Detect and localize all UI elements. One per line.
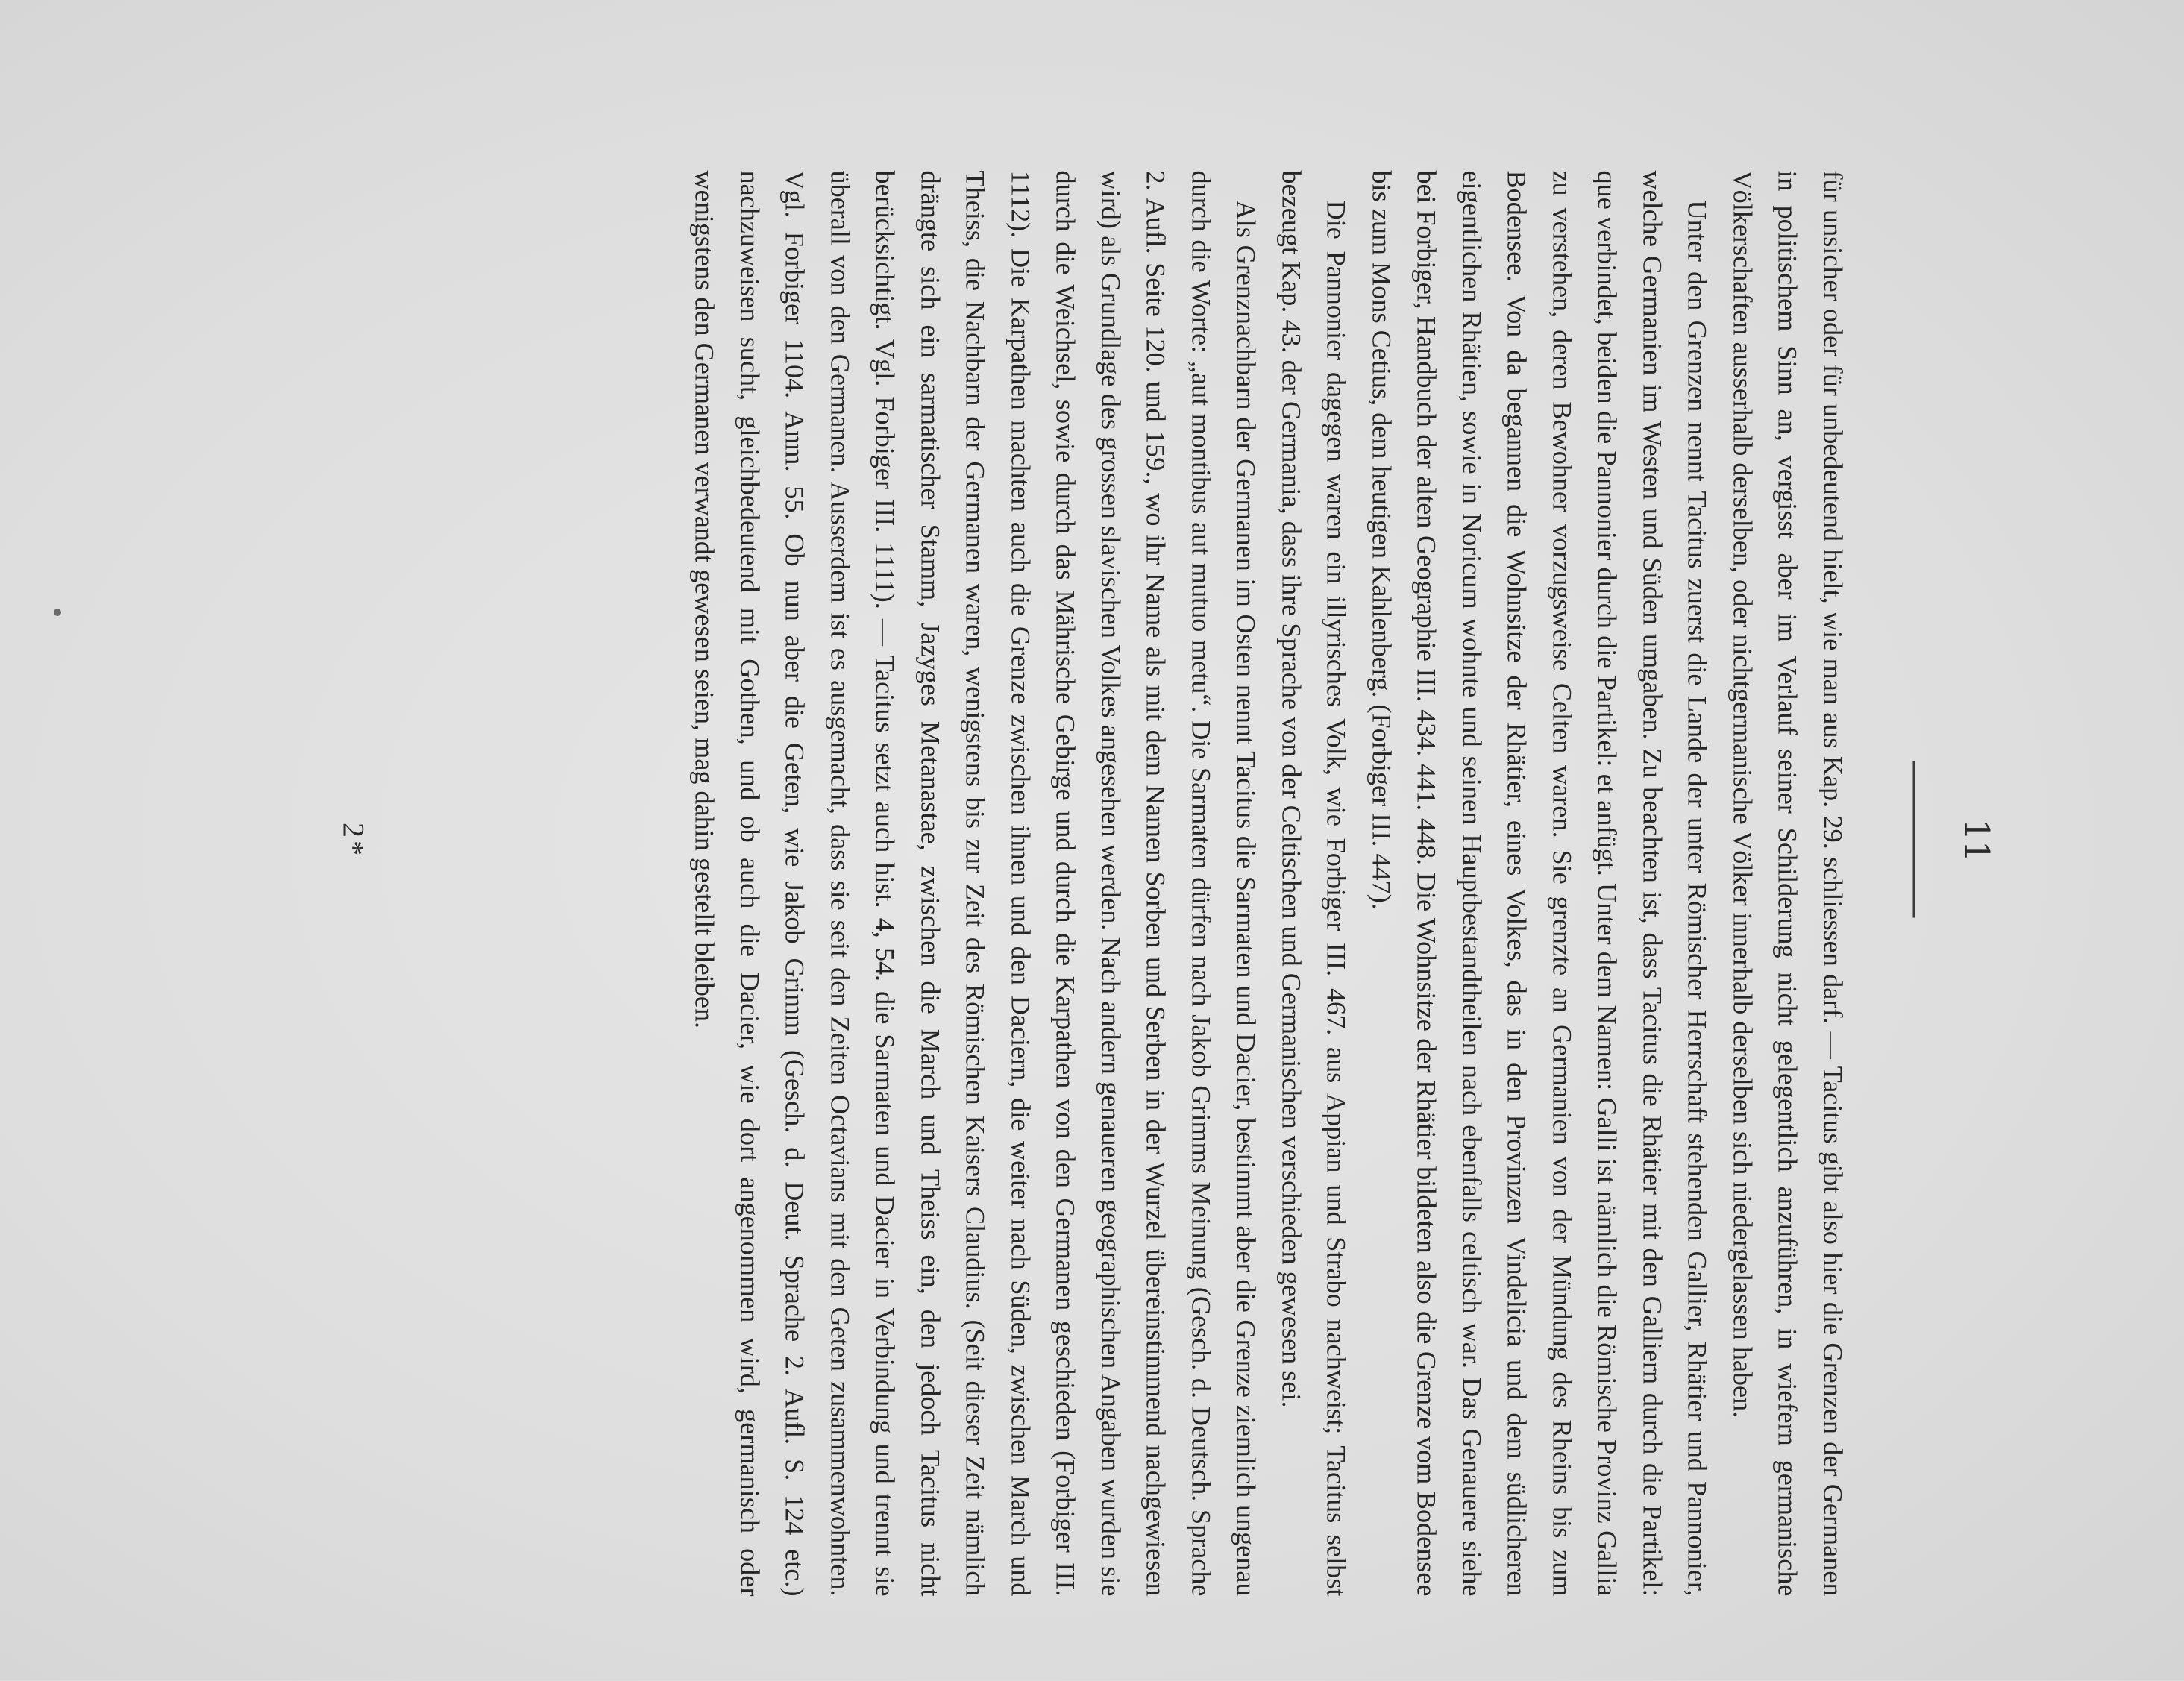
paragraph-3: Die Pannonier dagegen waren ein illyrisches Volk, wie Forbiger III. 467. aus Appian und Strabo nachweist; Tacitus selbst bezeugt Kap. 43. der Germania, dass ihre Sprache von der Celtischen und Germanischen verschieden gewesen sei. — [1276, 170, 1352, 1597]
header-rule — [1913, 761, 1915, 918]
paragraph-1: für unsicher oder für unbedeutend hielt, wie man aus Kap. 29. schliessen darf. — Tacitus gibt also hier die Grenzen der Germanen in politischem Sinn an, vergisst aber im Verlauf seiner Schilderung nicht gelegentlich anzuführen, in wiefern germanische Völkerschaften ausserhalb derselben, oder nichtgermanische Völker innerhalb derselben sich niedergelassen haben. — [1728, 170, 1848, 1597]
paragraph-2: Unter den Grenzen nennt Tacitus zuerst die Lande der unter Römischer Herrschaft stehenden Gallier, Rhätier und Pannonier, welche Germanien im Westen und Süden umgaben. Zu beachten ist, dass Tacitus die Rhätier mit den Galliern durch die Partikel: que verbindet, beiden die Pannonier durch die Partikel: et anfügt. Unter dem Namen: Galli ist nämlich die Römische Provinz Gallia zu verstehen, deren Bewohner vorzugsweise Celten waren. Sie grenzte an Germanien von der Mündung des Rheins bis zum Bodensee. Von da begannen die Wohnsitze der Rhätier, eines Volkes, das in den Provinzen Vindelicia und dem südlicheren eigentlichen Rhätien, sowie in Noricum wohnte und seinen Hauptbestandtheilen nach ebenfalls celtisch war. Das Genauere siehe bei Forbiger, Handbuch der alten Geographie III. 434. 441. 448. Die Wohnsitze der Rhätier bildeten also die Grenze vom Bodensee bis zum Mons Cetius, dem heutigen Kahlenberg. (Forbiger III. 447). — [1366, 170, 1713, 1597]
page-number: 11 — [1957, 818, 1998, 863]
page-body — [682, 171, 1856, 1597]
signature-mark: 2* — [336, 823, 371, 858]
page-header — [1901, 1, 1998, 1681]
rotated-book-page — [0, 1, 2184, 1681]
paragraph-4: Als Grenznachbarn der Germanen im Osten nennt Tacitus die Sarmaten und Dacier, bestimmt aber die Grenze ziemlich ungenau durch die Worte: „aut montibus aut mutuo metu“. Die Sarmaten dürfen nach Jakob Grimms Meinung (Gesch. d. Deutsch. Sprache 2. Aufl. Seite 120. und 159., wo ihr Name als mit dem Namen Sorben und Serben in der Wurzel übereinstimmend nachgewiesen wird) als Grundlage des grossen slavischen Volkes angesehen werden. Nach andern genaueren geographischen Angaben wurden sie durch die Weichsel, sowie durch das Mährische Gebirge und durch die Karpathen von den Germanen geschieden (Forbiger III. 1112). Die Karpathen machten auch die Grenze zwischen ihnen und den Daciern, die weiter nach Süden, zwischen March und Theiss, die Nachbarn der Germanen waren, wenigstens bis zur Zeit des Römischen Kaisers Claudius. (Seit dieser Zeit nämlich drängte sich ein sarmatischer Stamm, Jazyges Metanastae, zwischen die March und Theiss ein, den jedoch Tacitus nicht berücksichtigt. Vgl. Forbiger III. 1111). — Tacitus setzt auch hist. 4, 54. die Sarmaten und Dacier in Verbindung und trennt sie überall von den Germanen. Ausserdem ist es ausgemacht, dass sie seit den Zeiten Octavians mit den Geten zusammenwohnten. Vgl. Forbiger 1104. Anm. 55. Ob nun aber die Geten, wie Jakob Grimm (Gesch. d. Deut. Sprache 2. Aufl. S. 124 etc.) nachzuweisen sucht, gleichbedeutend mit Gothen, und ob auch die Dacier, wie dort angenommen wird, germanisch oder wenigstens den Germanen verwandt gewesen seien, mag dahin gestellt bleiben. — [690, 170, 1261, 1597]
